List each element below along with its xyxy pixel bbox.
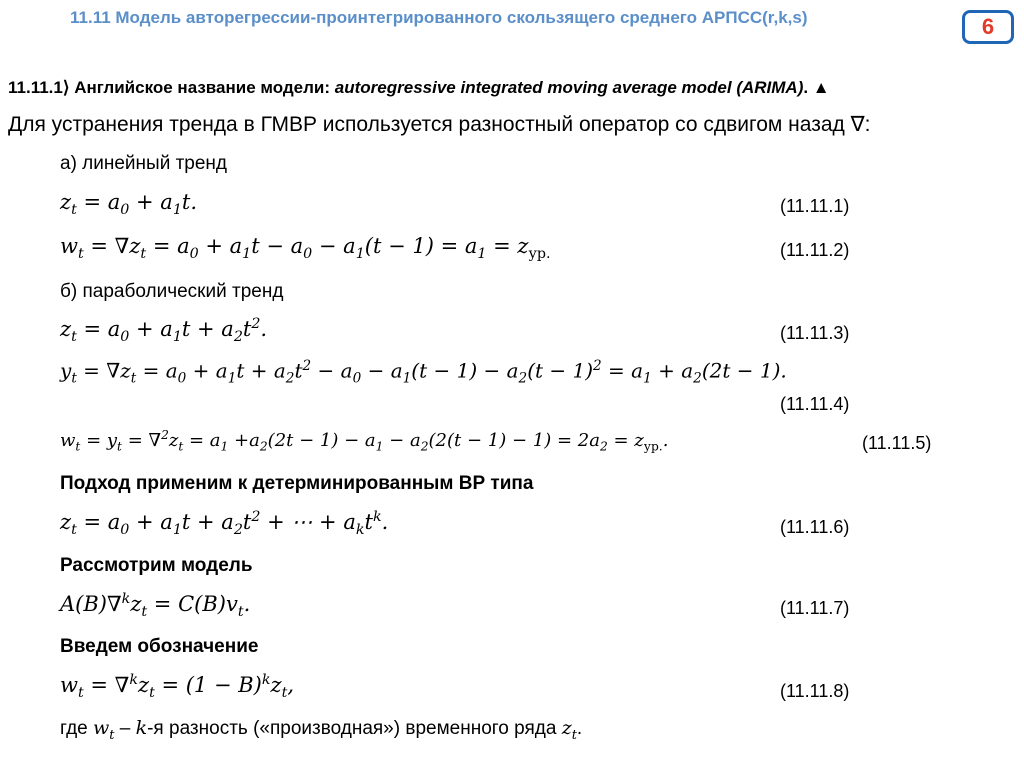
note-prefix: где bbox=[60, 718, 88, 739]
equation-1-number: (11.11.1) bbox=[780, 196, 850, 216]
slide-title: 11.11 Модель авторегрессии-проинтегрированного скользящего среднего АРПСС(r,k,s) bbox=[70, 8, 808, 27]
english-model-name: autoregressive integrated moving average model (ARIMA) bbox=[334, 78, 804, 97]
section-number: 11.11.1⟩ bbox=[8, 78, 70, 97]
end-mark: . ▲ bbox=[803, 78, 830, 97]
equation-4-number: (11.11.4) bbox=[780, 394, 850, 414]
page-number-badge: 6 bbox=[962, 10, 1014, 44]
equation-6: $z_t = a_0 + a_1t + a_2t^2$ + ⋯ + $a_kt^k$. bbox=[60, 509, 389, 539]
equation-8: $w_t = \nabla^kz_t = (1 - B)^kz_t$, bbox=[60, 672, 295, 702]
intro-text: Для устранения тренда в ГМВР используется разностный оператор со сдвигом назад ∇: bbox=[8, 113, 871, 136]
note-text: -я разность («производная») временного ряда bbox=[147, 718, 557, 739]
consider-heading: Рассмотрим модель bbox=[60, 555, 253, 576]
note-var-w: $w_t$ bbox=[93, 717, 115, 743]
equation-5-number: (11.11.5) bbox=[862, 433, 932, 453]
equation-2-number: (11.11.2) bbox=[780, 240, 850, 260]
equation-1: $z_t = a_0 + a_1t$. bbox=[60, 190, 198, 219]
note-line: где $w_t - k-я$ разность («производная») временного ряда $z_t$. bbox=[60, 717, 583, 743]
equation-7: $A(B)\nabla^kz_t = C(B)v_t$. bbox=[60, 591, 251, 621]
equation-2: $w_t = \nabla z_t = a_0 + a_1t - a_0 - a_1(t - 1) = a_1 = z_{ур.}$ bbox=[60, 234, 551, 263]
section-heading bbox=[8, 78, 830, 98]
equation-3-number: (11.11.3) bbox=[780, 323, 850, 343]
equation-7-number: (11.11.7) bbox=[780, 598, 850, 618]
item-parabolic-trend: б) параболический тренд bbox=[60, 281, 284, 302]
approach-heading: Подход применим к детерминированным ВР типа bbox=[60, 473, 534, 494]
equation-4: $y_t = \nabla z_t = a_0 + a_1t + a_2t^2 - a_0 - a_1(t - 1) - a_2(t - 1)^2 = a_1 + a_2(2t - 1)$. bbox=[60, 358, 787, 387]
note-var-k: k bbox=[135, 717, 148, 739]
note-var-z: $z_t$ bbox=[561, 717, 577, 743]
equation-8-number: (11.11.8) bbox=[780, 681, 850, 701]
equation-6-number: (11.11.6) bbox=[780, 517, 850, 537]
equation-5: $w_t = y_t = \nabla^2z_t = a_1 +a_2(2t - 1) - a_1 - a_2(2(t - 1) - 1) = 2a_2 = z_{ур.}$. bbox=[60, 428, 669, 454]
section-label: Английское название модели: bbox=[74, 78, 331, 97]
notation-heading: Введем обозначение bbox=[60, 636, 259, 657]
equation-3: $z_t = a_0 + a_1t + a_2t^2$. bbox=[60, 316, 268, 346]
item-linear-trend: а) линейный тренд bbox=[60, 153, 228, 174]
